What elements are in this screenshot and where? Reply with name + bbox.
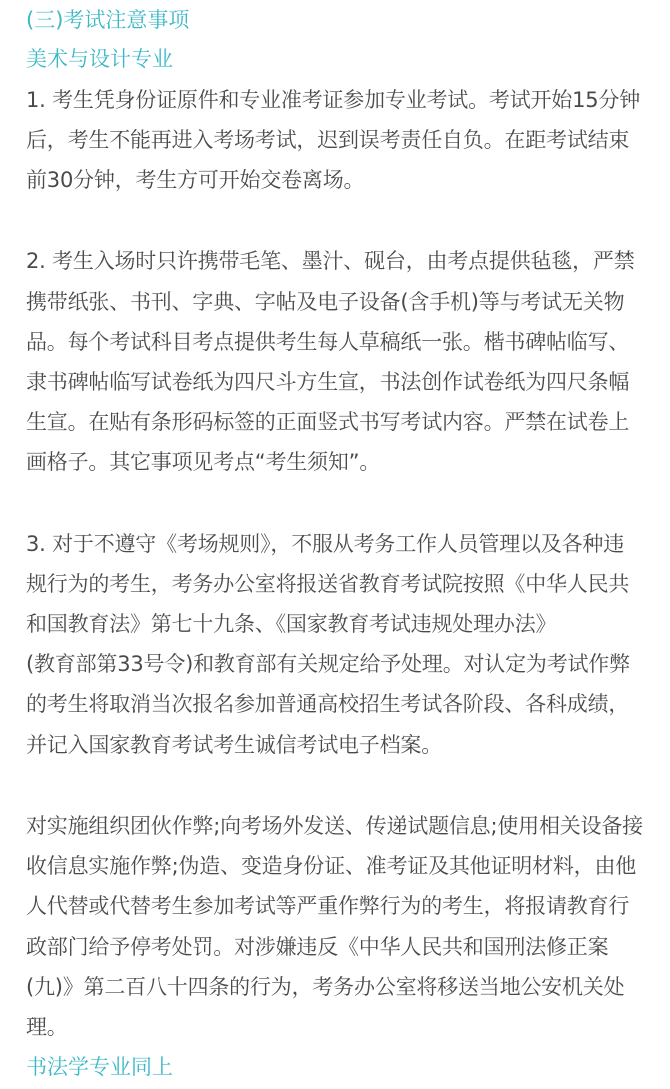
paragraph-line: 理。 <box>26 1015 68 1039</box>
paragraph-line: 隶书碑帖临写试卷纸为四尺斗方生宣，书法创作试卷纸为四尺条幅 <box>26 370 630 394</box>
section-heading: (三)考试注意事项 <box>26 8 190 32</box>
paragraph-line: 政部门给予停考处罚。对涉嫌违反《中华人民共和国刑法修正案 <box>26 935 609 959</box>
paragraph-line: 收信息实施作弊;伪造、变造身份证、准考证及其他证明材料，由他 <box>26 854 637 878</box>
paragraph-line: 2. 考生入场时只许携带毛笔、墨汁、砚台，由考点提供毡毯，严禁 <box>26 249 635 273</box>
paragraph-line: 和国教育法》第七十九条、《国家教育考试违规处理办法》 <box>26 612 557 636</box>
paragraph-line: 生宣。在贴有条形码标签的正面竖式书写考试内容。严禁在试卷上 <box>26 410 630 434</box>
paragraph-line: 3. 对于不遵守《考场规则》，不服从考务工作人员管理以及各种违 <box>26 532 625 556</box>
subheading-art-design: 美术与设计专业 <box>26 47 173 71</box>
paragraph-line: 携带纸张、书刊、字典、字帖及电子设备(含手机)等与考试无关物 <box>26 290 625 314</box>
paragraph-line: 画格子。其它事项见考点“考生须知”。 <box>26 450 381 474</box>
paragraph-line: 前30分钟，考生方可开始交卷离场。 <box>26 168 365 192</box>
paragraph-line: (教育部第33号令)和教育部有关规定给予处理。对认定为考试作弊 <box>26 652 630 676</box>
subheading-calligraphy: 书法学专业同上 <box>26 1055 173 1079</box>
paragraph-line: 的考生将取消当次报名参加普通高校招生考试各阶段、各科成绩， <box>26 692 630 716</box>
paragraph-line: 品。每个考试科目考点提供考生每人草稿纸一张。楷书碑帖临写、 <box>26 330 630 354</box>
paragraph-line: (九)》第二百八十四条的行为，考务办公室将移送当地公安机关处 <box>26 975 625 999</box>
paragraph-line: 人代替或代替考生参加考试等严重作弊行为的考生，将报请教育行 <box>26 894 630 918</box>
paragraph-line: 后，考生不能再进入考场考试，迟到误考责任自负。在距考试结束 <box>26 128 630 152</box>
paragraph-line: 1. 考生凭身份证原件和专业准考证参加专业考试。考试开始15分钟 <box>26 88 641 112</box>
paragraph-line: 规行为的考生，考务办公室将报送省教育考试院按照《中华人民共 <box>26 572 630 596</box>
paragraph-line: 并记入国家教育考试考生诚信考试电子档案。 <box>26 733 442 757</box>
paragraph-line: 对实施组织团伙作弊;向考场外发送、传递试题信息;使用相关设备接 <box>26 814 643 838</box>
